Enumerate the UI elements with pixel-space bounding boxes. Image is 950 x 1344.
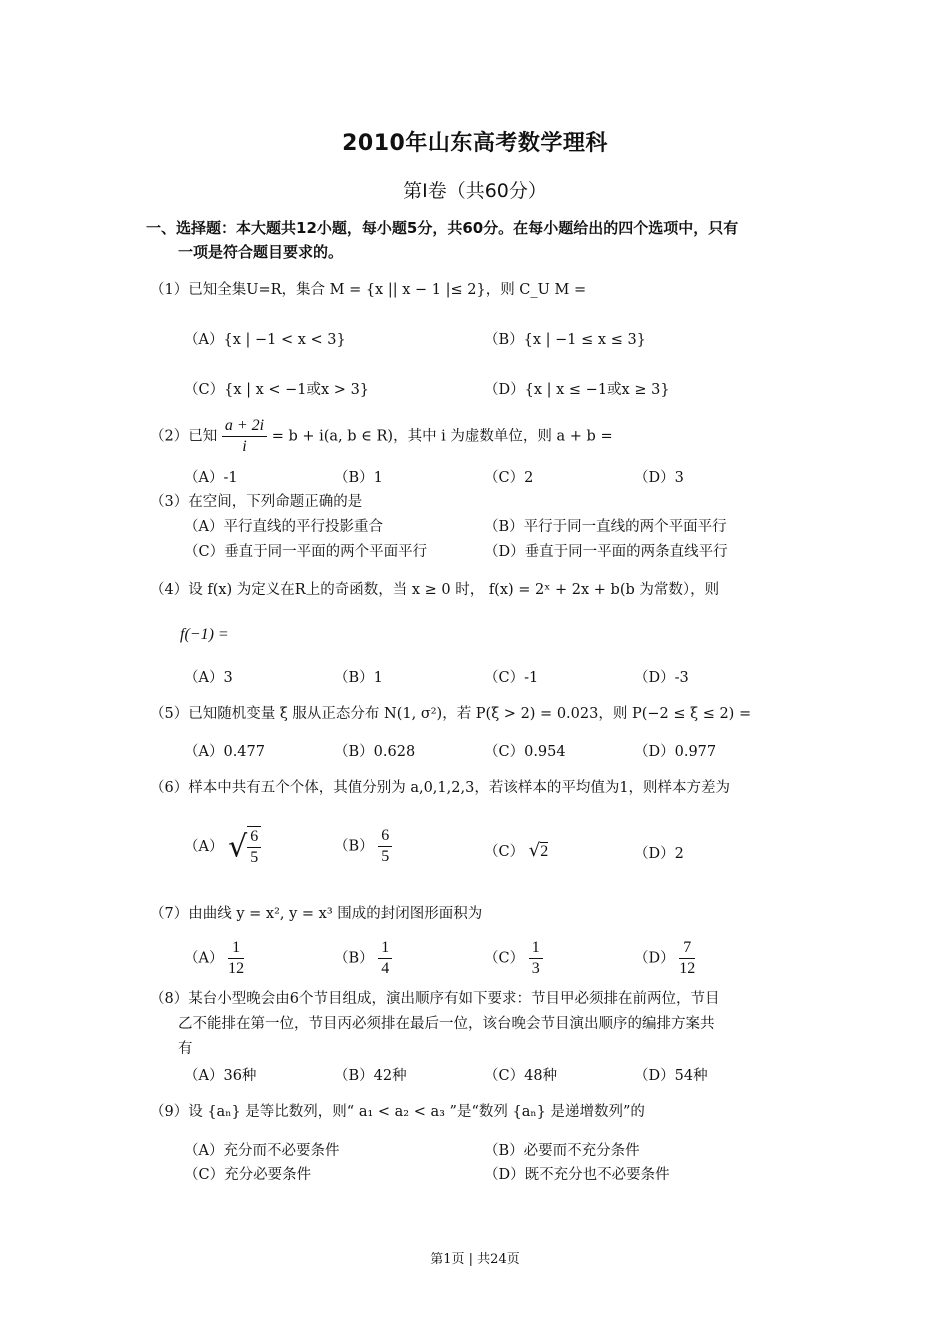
q1-option-b: （B）{x | −1 ≤ x ≤ 3} <box>484 332 646 348</box>
q7-option-b <box>334 938 392 979</box>
q8-line3: 有 <box>178 1041 193 1057</box>
q1-option-d: （D）{x | x ≤ −1或x ≥ 3} <box>484 382 670 398</box>
q6-b-den: 5 <box>381 848 390 865</box>
q6-option-b-fraction <box>378 826 392 867</box>
q7-d-den: 12 <box>679 960 696 977</box>
q2-option-a: （A）-1 <box>184 470 238 486</box>
q8-option-c: （C）48种 <box>484 1068 558 1084</box>
q6-option-a-fraction <box>247 826 261 868</box>
q4-option-c: （C）-1 <box>484 670 539 686</box>
q4-option-a: （A）3 <box>184 670 233 686</box>
q5-option-c: （C）0.954 <box>484 744 566 760</box>
q9-option-d: （D）既不充分也不必要条件 <box>484 1167 670 1183</box>
q6-a-num: 6 <box>247 827 261 848</box>
section-heading-line2: 一项是符合题目要求的。 <box>178 243 344 261</box>
q6-a-den: 5 <box>250 849 259 866</box>
q8-option-a: （A）36种 <box>184 1068 257 1084</box>
q6-option-c <box>484 840 548 861</box>
q7-c-num: 1 <box>529 938 543 959</box>
q7-a-num: 1 <box>228 938 244 959</box>
q2-suffix: = b + i(a, b ∈ R)，其中 i 为虚数单位，则 a + b = <box>271 428 613 445</box>
q7-option-a <box>184 938 244 979</box>
q6-option-b <box>334 826 392 867</box>
q8-line2: 乙不能排在第一位，节目丙必须排在最后一位，该台晚会节目演出顺序的编排方案共 <box>178 1016 715 1032</box>
q5-option-d: （D）0.977 <box>634 744 717 760</box>
q4-continuation: f(−1) = <box>180 626 229 643</box>
q7-option-c-fraction <box>529 938 543 979</box>
q7-option-d <box>634 938 695 979</box>
question-2 <box>150 416 613 457</box>
q7-option-c <box>484 938 543 979</box>
q7-c-den: 3 <box>531 960 540 977</box>
q2-option-c: （C）2 <box>484 470 534 486</box>
q9-option-b: （B）必要而不充分条件 <box>484 1143 640 1159</box>
q3-option-b: （B）平行于同一直线的两个平面平行 <box>484 519 727 535</box>
q2-prefix: （2）已知 <box>150 428 218 445</box>
q8-line1: （8）某台小型晚会由6个节目组成，演出顺序有如下要求：节目甲必须排在前两位，节目 <box>150 991 720 1007</box>
question-3: （3）在空间，下列命题正确的是 <box>150 494 363 510</box>
page-subtitle: 第Ⅰ卷（共60分） <box>403 180 547 202</box>
q7-a-den: 12 <box>228 960 245 977</box>
q2-option-d: （D）3 <box>634 470 684 486</box>
q4-option-d: （D）-3 <box>634 670 689 686</box>
question-8 <box>150 987 805 1062</box>
q6-option-c-label: （C） <box>484 844 525 860</box>
section-heading <box>146 216 806 264</box>
q7-option-a-label: （A） <box>184 950 224 967</box>
sqrt-icon: √ <box>228 829 248 865</box>
question-1: （1）已知全集U=R，集合 M = {x || x − 1 |≤ 2}，则 C_U M = <box>150 282 587 298</box>
q7-option-b-fraction <box>378 938 392 979</box>
question-6: （6）样本中共有五个个体，其值分别为 a,0,1,2,3，若该样本的平均值为1，则样本方差为 <box>150 780 731 796</box>
q7-option-b-label: （B） <box>334 950 374 967</box>
q3-option-a: （A）平行直线的平行投影重合 <box>184 519 383 535</box>
q6-option-b-label: （B） <box>334 838 374 855</box>
q2-fraction-denominator: i <box>242 438 247 455</box>
page-footer: 第1页 | 共24页 <box>430 1252 520 1267</box>
q6-option-a-label: （A） <box>184 839 224 855</box>
q2-fraction <box>222 416 267 457</box>
q2-option-b: （B）1 <box>334 470 383 486</box>
sqrt-icon: √ <box>528 840 541 861</box>
q1-option-a: （A）{x | −1 < x < 3} <box>184 332 346 348</box>
question-5: （5）已知随机变量 ξ 服从正态分布 N(1, σ²)，若 P(ξ > 2) = 0.023，则 P(−2 ≤ ξ ≤ 2) = <box>150 706 752 722</box>
q3-option-c: （C）垂直于同一平面的两个平面平行 <box>184 544 428 560</box>
question-4: （4）设 f(x) 为定义在R上的奇函数，当 x ≥ 0 时， f(x) = 2ˣ + 2x + b(b 为常数），则 <box>150 582 720 598</box>
q5-option-b: （B）0.628 <box>334 744 416 760</box>
question-7: （7）由曲线 y = x², y = x³ 围成的封闭图形面积为 <box>150 906 483 922</box>
q6-option-a <box>184 826 261 868</box>
q3-option-d: （D）垂直于同一平面的两条直线平行 <box>484 544 728 560</box>
q6-b-num: 6 <box>378 826 392 847</box>
section-heading-line1: 一、选择题：本大题共12小题，每小题5分，共60分。在每小题给出的四个选项中，只有 <box>146 219 739 237</box>
q9-option-a: （A）充分而不必要条件 <box>184 1143 340 1159</box>
q7-option-d-fraction <box>679 938 695 979</box>
q6-option-d: （D）2 <box>634 846 684 862</box>
q7-b-num: 1 <box>378 938 392 959</box>
q7-d-num: 7 <box>679 938 695 959</box>
q4-option-b: （B）1 <box>334 670 383 686</box>
q8-option-d: （D）54种 <box>634 1068 708 1084</box>
q7-b-den: 4 <box>381 960 390 977</box>
q5-option-a: （A）0.477 <box>184 744 265 760</box>
q9-option-c: （C）充分必要条件 <box>184 1167 312 1183</box>
q7-option-a-fraction <box>228 938 244 979</box>
q6-c-value: 2 <box>540 843 549 860</box>
q8-option-b: （B）42种 <box>334 1068 407 1084</box>
q7-option-d-label: （D） <box>634 950 675 967</box>
q7-option-c-label: （C） <box>484 950 525 967</box>
question-9: （9）设 {aₙ} 是等比数列，则“ a₁ < a₂ < a₃ ”是“数列 {aₙ} 是递增数列”的 <box>150 1104 645 1120</box>
page-title: 2010年山东高考数学理科 <box>342 131 608 156</box>
q1-option-c: （C）{x | x < −1或x > 3} <box>184 382 370 398</box>
q2-fraction-numerator: a + 2i <box>222 416 267 437</box>
